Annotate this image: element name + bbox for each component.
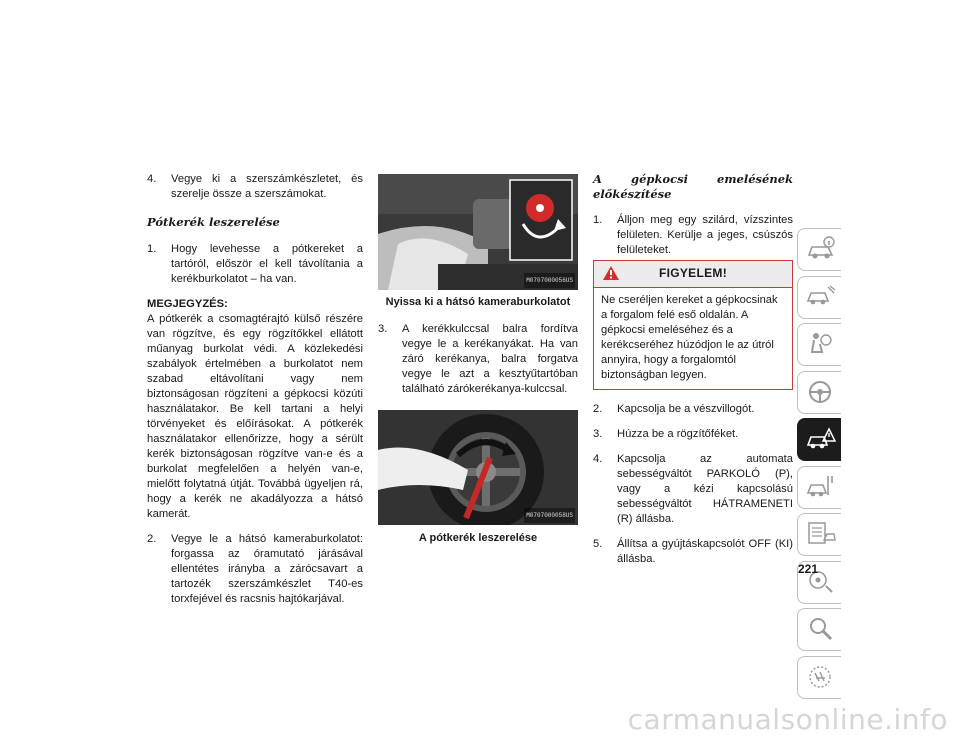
- figure-caption: A pótkerék leszerelése: [418, 532, 538, 544]
- car-emergency-icon: [806, 425, 836, 453]
- language-icon: [806, 663, 836, 691]
- list-text: Állítsa a gyújtáskapcsolót OFF (KI) állásba.: [617, 538, 793, 565]
- tab-car-emergency[interactable]: [797, 418, 841, 461]
- car-info-icon: [806, 235, 836, 263]
- tab-car-lights[interactable]: [797, 276, 841, 319]
- right-column: [593, 0, 793, 567]
- car-specs-icon: [806, 520, 836, 548]
- warning-header: [594, 261, 792, 288]
- list-text: Kapcsolja az automata sebességváltót PARKOLÓ (P), vagy a kézi kapcsolású sebességváltót HÁTRAMENETI (R) állásba.: [617, 453, 793, 525]
- spare-tire-photo: [378, 410, 578, 525]
- left-column: [147, 0, 363, 607]
- section-heading: A gépkocsi emelésének előkészítése: [593, 172, 793, 201]
- list-item-3: [378, 322, 578, 397]
- image-code: M0707000058US: [524, 508, 575, 523]
- list-number: 4.: [593, 453, 603, 465]
- list-item-3: [593, 427, 793, 442]
- car-lights-icon: [806, 283, 836, 311]
- list-text: Vegye le a hátsó kameraburkolatot: forgassa az óramutató járásával ellentétes irányba a zárócsavart a tartozék szerszámkészlet T40-es torxfejével és racsnis hajtókarjával.: [171, 533, 363, 605]
- warning-box: [593, 260, 793, 390]
- list-item-2: [147, 532, 363, 607]
- tab-steering-wheel[interactable]: [797, 371, 841, 414]
- middle-column: [378, 0, 578, 546]
- list-number: 2.: [593, 403, 603, 415]
- list-number: 3.: [593, 428, 603, 440]
- camera-cover-photo: [378, 174, 578, 290]
- list-text: Vegye ki a szerszámkészletet, és szerelje össze a szerszámokat.: [171, 173, 363, 200]
- warning-text: Ne cseréljen kereket a gépkocsinak a forgalom felé eső oldalán. A gépkocsi emeléséhez és a kerékcseréhez húzódjon le az útról annyira, hogy a forgalomtól biztonságban legyen.: [601, 294, 778, 381]
- list-text: A kerékkulccsal balra fordítva vegye le a kerékanyákat. Ha van záró kerékanya, balra forgatva vegye le azt a kesztyűtartóban található zárókerékanya-kulccsal.: [402, 323, 578, 395]
- list-number: 2.: [147, 533, 157, 545]
- list-item-1: [593, 213, 793, 258]
- list-text: Hogy levehesse a pótkereket a tartóról, először el kell távolítania a kerékburkolatot – ha van.: [171, 243, 363, 285]
- list-text: Húzza be a rögzítőféket.: [617, 428, 739, 440]
- note-title: MEGJEGYZÉS:: [147, 298, 228, 310]
- airbag-seat-icon: [806, 330, 836, 358]
- section-heading: Pótkerék leszerelése: [147, 215, 280, 229]
- list-item-4: [593, 452, 793, 527]
- chapter-tabs: [797, 228, 841, 703]
- steering-wheel-icon: [806, 378, 836, 406]
- list-number: 1.: [147, 243, 157, 255]
- tab-car-specs[interactable]: [797, 513, 841, 556]
- magnifier-icon: [806, 615, 836, 643]
- note-text: A pótkerék a csomagtérajtó külső részére van rögzítve, és egy rögzítőkkel ellátott műanyag burkolat védi. A közlekedési szabályok értelmében a burkolatot nem szabad eltávolítani vagy nem biztonságosan rögzíteni a gépkocsi közúti használatakor. Be kell tartani a helyi törvényeket és előírásokat. A pótkerék használatakor ellenőrizze, hogy a sérült kerék biztonságosan rögzítve van-e és a burkolat megfelelően a helyén van-e, mielőtt folytatná útját. Továbbá ügyeljen rá, hogy a kerék ne akadályozza a hátsó kamerát.: [147, 313, 363, 520]
- list-item-4: [147, 172, 363, 202]
- tab-car-maintenance[interactable]: [797, 466, 841, 509]
- list-number: 5.: [593, 538, 603, 550]
- page-number: 221: [798, 562, 819, 576]
- image-code: M0707000056US: [524, 273, 575, 288]
- list-number: 3.: [378, 323, 388, 335]
- list-item-1: [147, 242, 363, 287]
- car-maintenance-icon: [806, 473, 836, 501]
- list-item-2: [593, 402, 793, 417]
- list-text: Álljon meg egy szilárd, vízszintes felületen. Kerülje a jeges, csúszós felületeket.: [617, 214, 793, 256]
- list-text: Kapcsolja be a vészvillogót.: [617, 403, 755, 415]
- figure-caption: Nyissa ki a hátsó kameraburkolatot: [385, 296, 571, 308]
- tab-language[interactable]: [797, 656, 841, 699]
- warning-title: FIGYELEM!: [658, 266, 728, 280]
- list-item-5: [593, 537, 793, 567]
- list-number: 1.: [593, 214, 603, 226]
- tab-car-info[interactable]: [797, 228, 841, 271]
- watermark: carmanualsonline.info: [627, 703, 948, 736]
- tab-airbag-seat[interactable]: [797, 323, 841, 366]
- list-number: 4.: [147, 173, 157, 185]
- tab-search[interactable]: [797, 608, 841, 651]
